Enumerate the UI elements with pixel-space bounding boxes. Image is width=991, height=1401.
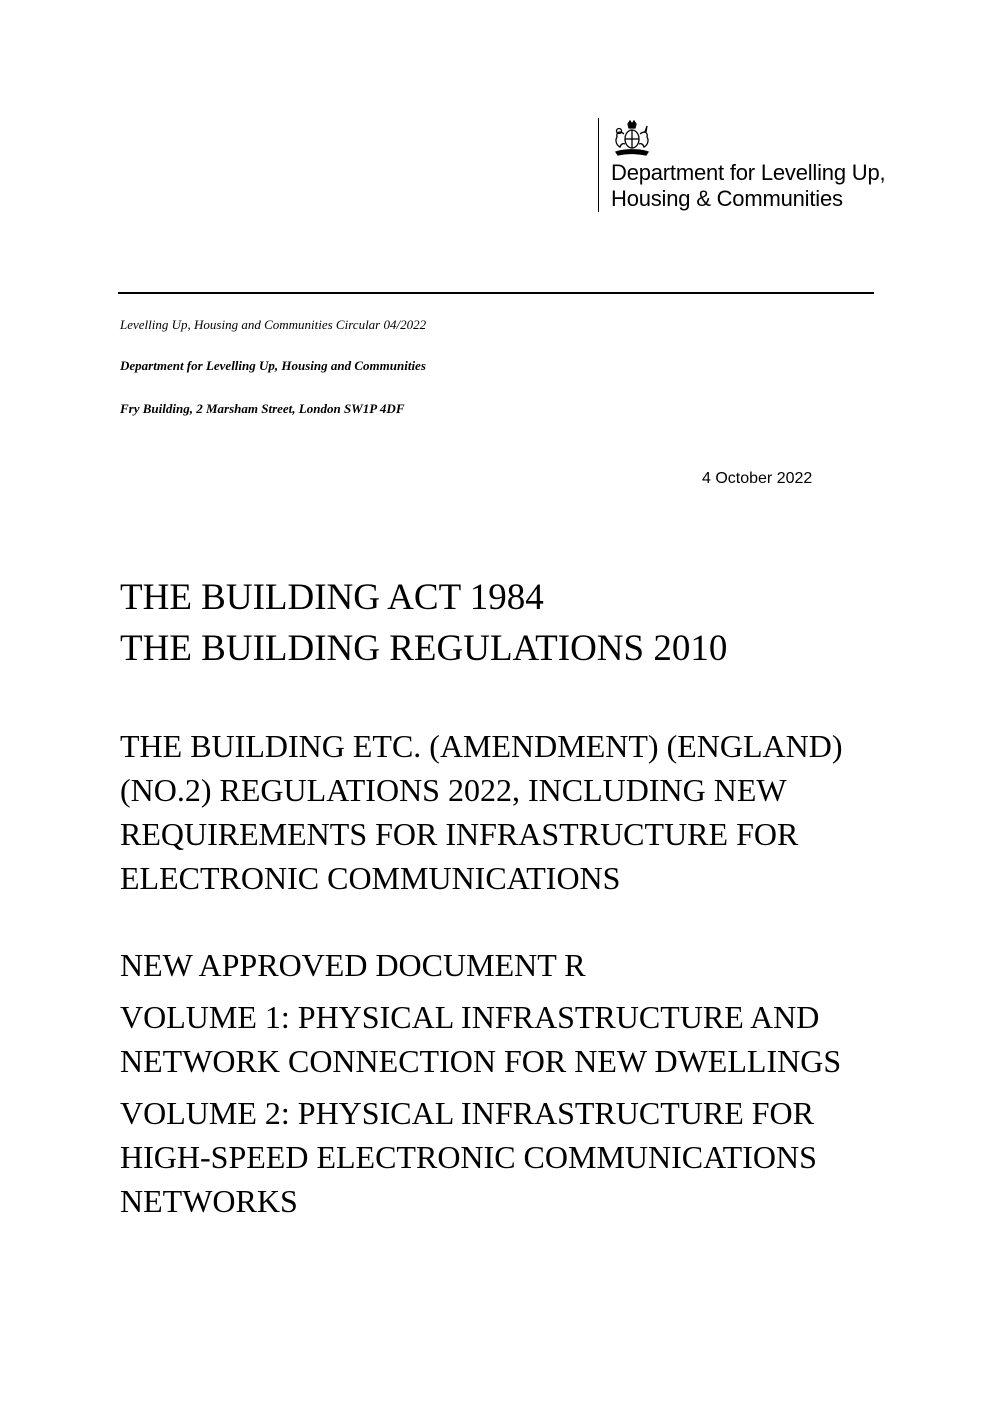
heading-line: THE BUILDING ETC. (AMENDMENT) (ENGLAND) — [120, 728, 843, 764]
heading-line: NETWORKS — [120, 1183, 298, 1219]
amendment-regulations-heading — [120, 724, 940, 900]
department-logo — [598, 118, 958, 212]
royal-coat-of-arms-icon — [610, 120, 654, 158]
regulations-title: THE BUILDING REGULATIONS 2010 — [120, 628, 728, 669]
volume-1-title — [120, 995, 940, 1083]
heading-line: REQUIREMENTS FOR INFRASTRUCTURE FOR — [120, 816, 799, 852]
heading-line: NEW APPROVED DOCUMENT R — [120, 947, 586, 983]
department-name-line2: Housing & Communities — [611, 186, 843, 211]
header-divider — [118, 292, 874, 294]
approved-document-heading — [120, 943, 940, 1231]
logo-divider — [598, 118, 599, 212]
heading-line: ELECTRONIC COMMUNICATIONS — [120, 860, 621, 896]
acts-heading — [120, 572, 940, 674]
circular-reference: Levelling Up, Housing and Communities Circular 04/2022 — [120, 317, 427, 332]
document-title — [120, 943, 940, 987]
department-name-line1: Department for Levelling Up, — [611, 160, 886, 185]
heading-line: (NO.2) REGULATIONS 2022, INCLUDING NEW — [120, 772, 787, 808]
act-title: THE BUILDING ACT 1984 — [120, 577, 544, 618]
department-name — [611, 160, 885, 212]
heading-line: VOLUME 1: PHYSICAL INFRASTRUCTURE AND — [120, 999, 820, 1035]
heading-line: NETWORK CONNECTION FOR NEW DWELLINGS — [120, 1043, 842, 1079]
department-address: Fry Building, 2 Marsham Street, London SW1P 4DF — [120, 401, 405, 416]
volume-2-title — [120, 1091, 940, 1223]
heading-line: VOLUME 2: PHYSICAL INFRASTRUCTURE FOR — [120, 1095, 814, 1131]
publication-date: 4 October 2022 — [702, 470, 813, 487]
heading-line: HIGH-SPEED ELECTRONIC COMMUNICATIONS — [120, 1139, 817, 1175]
issuing-department: Department for Levelling Up, Housing and Communities — [120, 358, 426, 373]
